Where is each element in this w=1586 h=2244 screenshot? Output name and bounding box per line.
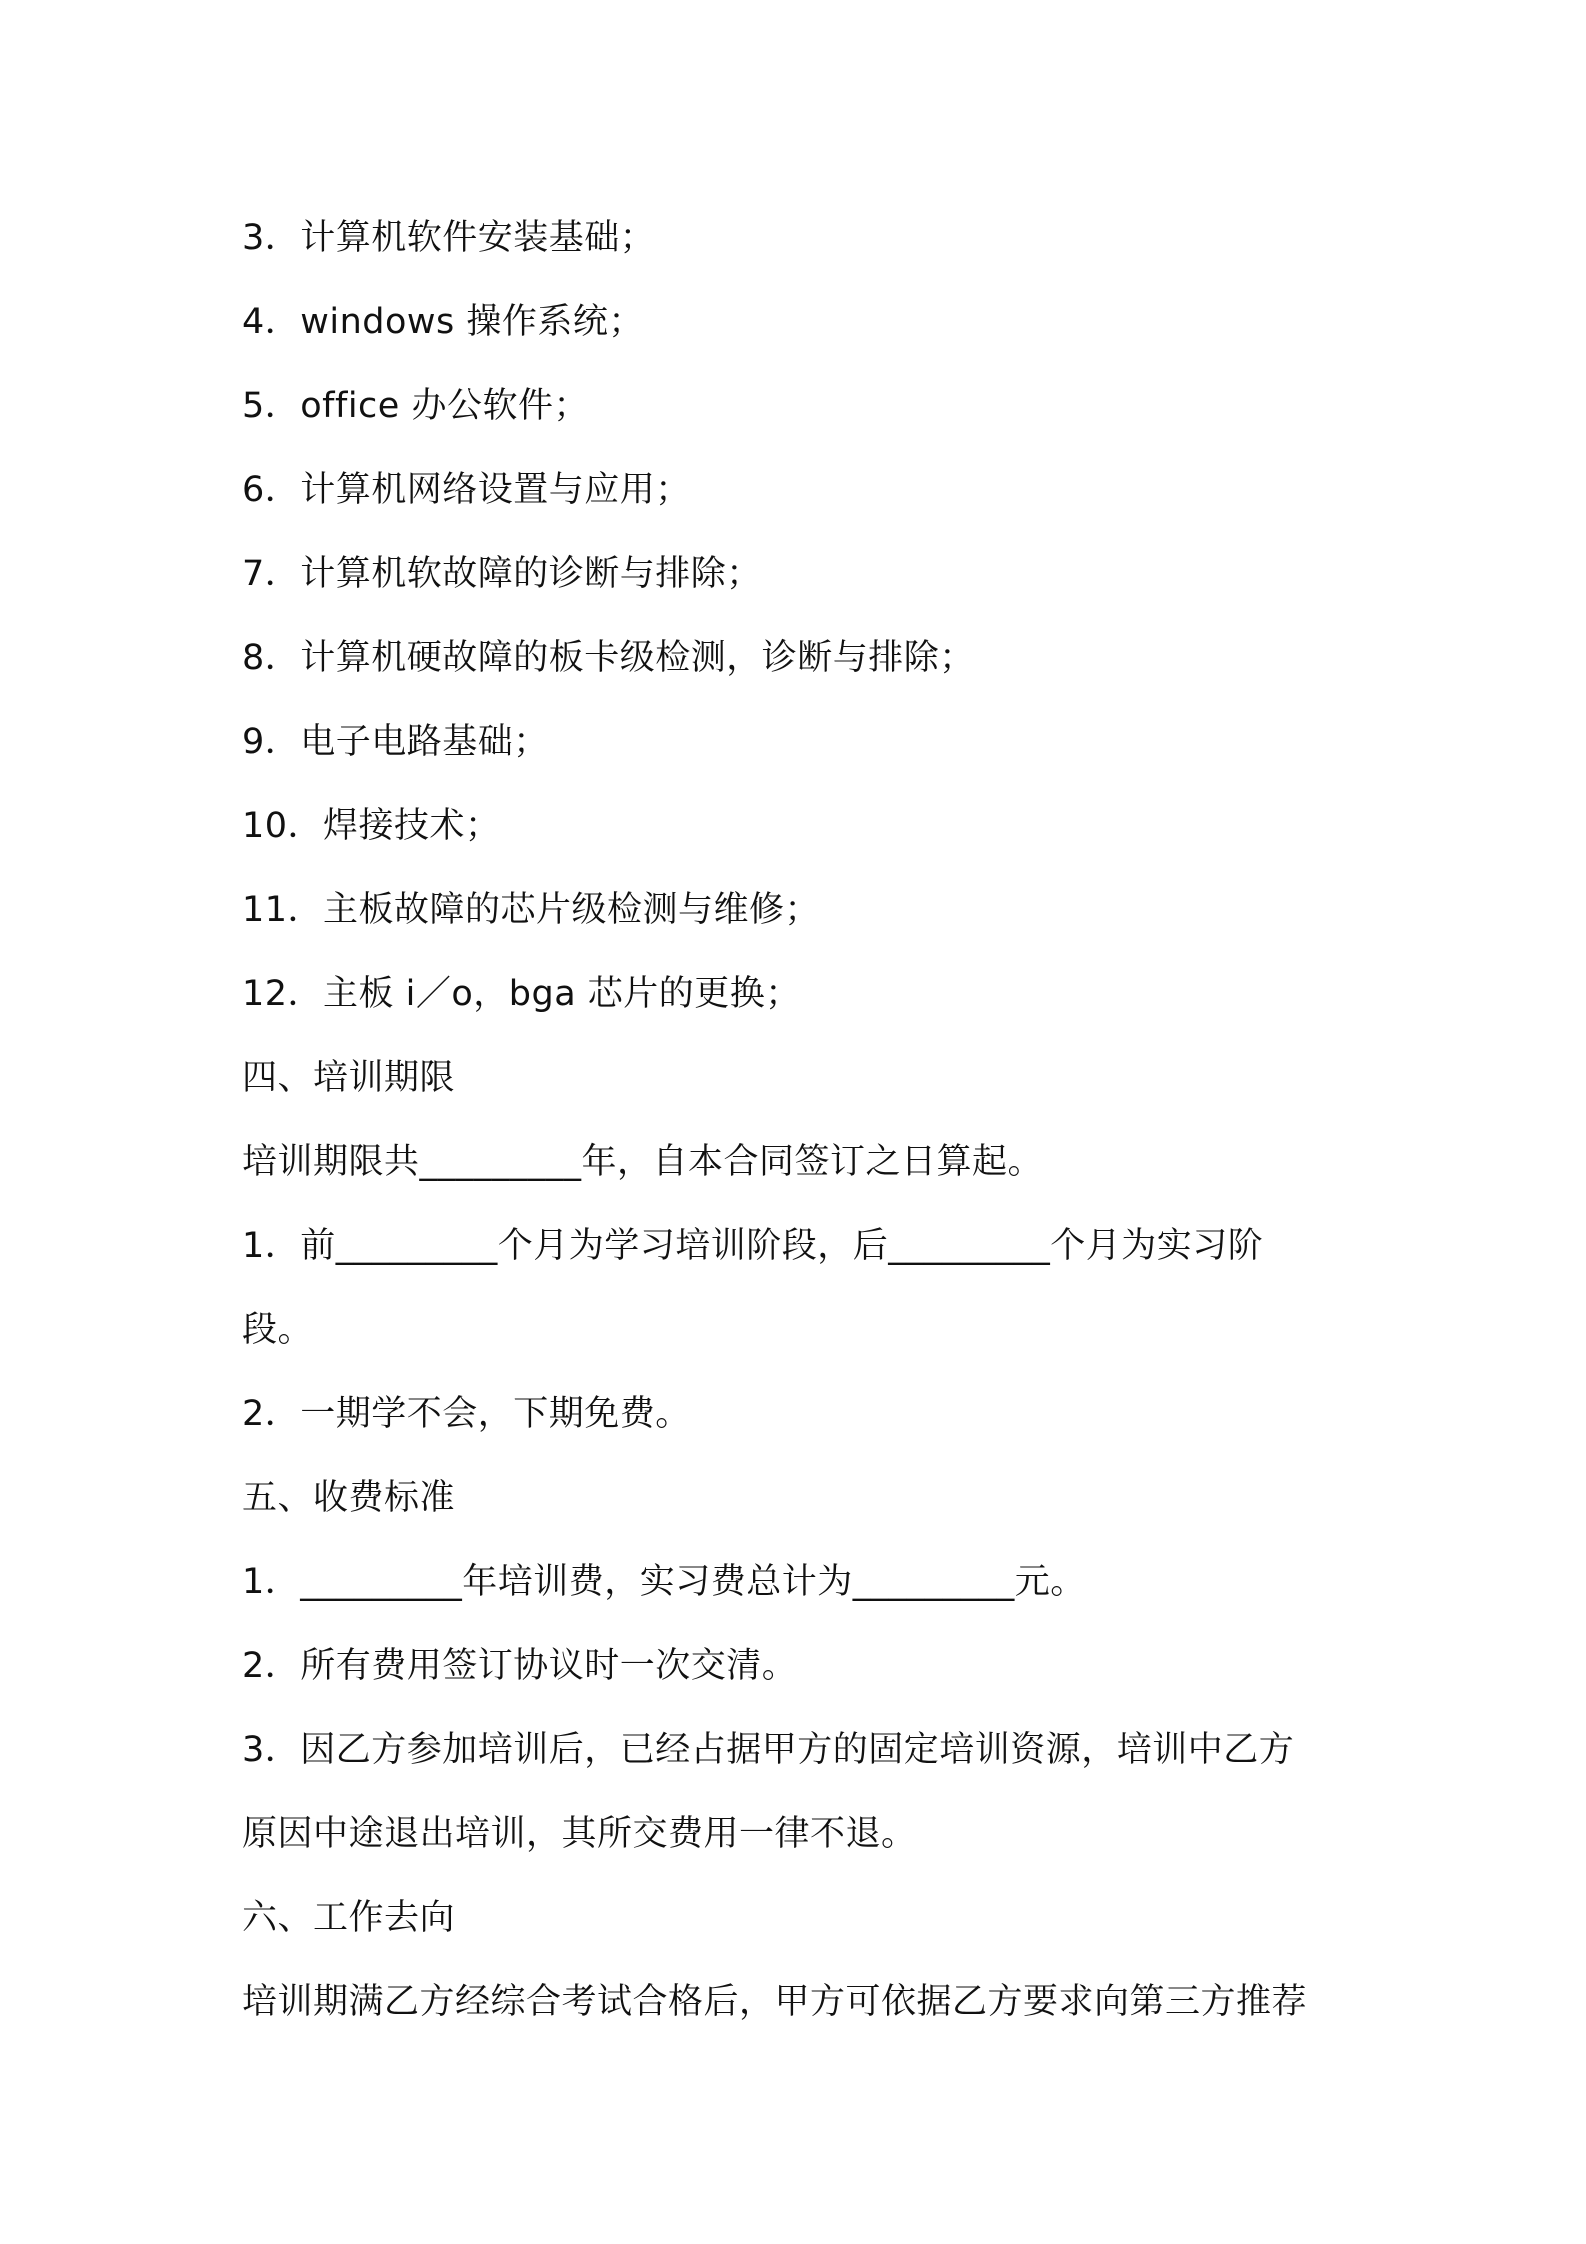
list-item-course-12: 12．主板 i／o，bga 芯片的更换； — [242, 974, 801, 1014]
paragraph-period-item-1-continued: 段。 — [242, 1310, 314, 1350]
list-item-course-8: 8．计算机硬故障的板卡级检测，诊断与排除； — [242, 638, 975, 678]
section-heading-fee-standard: 五、收费标准 — [242, 1478, 456, 1518]
list-item-course-11: 11．主板故障的芯片级检测与维修； — [242, 890, 821, 930]
paragraph-job-placement: 培训期满乙方经综合考试合格后，甲方可依据乙方要求向第三方推荐 — [242, 1982, 1308, 2022]
paragraph-training-period: 培训期限共_________年，自本合同签订之日算起。 — [242, 1142, 1044, 1182]
paragraph-period-item-1: 1．前_________个月为学习培训阶段，后_________个月为实习阶 — [242, 1226, 1264, 1266]
paragraph-fee-item-2: 2．所有费用签订协议时一次交清。 — [242, 1646, 798, 1686]
list-item-course-3: 3．计算机软件安装基础； — [242, 218, 656, 258]
list-item-course-6: 6．计算机网络设置与应用； — [242, 470, 691, 510]
list-item-course-9: 9．电子电路基础； — [242, 722, 549, 762]
paragraph-fee-item-1: 1．_________年培训费，实习费总计为_________元。 — [242, 1562, 1086, 1602]
document-body — [242, 196, 1362, 2044]
list-item-course-4: 4．windows 操作系统； — [242, 302, 644, 342]
paragraph-fee-item-3-continued: 原因中途退出培训，其所交费用一律不退。 — [242, 1814, 917, 1854]
list-item-course-10: 10．焊接技术； — [242, 806, 501, 846]
section-heading-training-period: 四、培训期限 — [242, 1058, 456, 1098]
section-heading-job-placement: 六、工作去向 — [242, 1898, 456, 1938]
paragraph-period-item-2: 2．一期学不会，下期免费。 — [242, 1394, 691, 1434]
list-item-course-5: 5．office 办公软件； — [242, 386, 589, 426]
paragraph-fee-item-3: 3．因乙方参加培训后，已经占据甲方的固定培训资源，培训中乙方 — [242, 1730, 1295, 1770]
list-item-course-7: 7．计算机软故障的诊断与排除； — [242, 554, 762, 594]
